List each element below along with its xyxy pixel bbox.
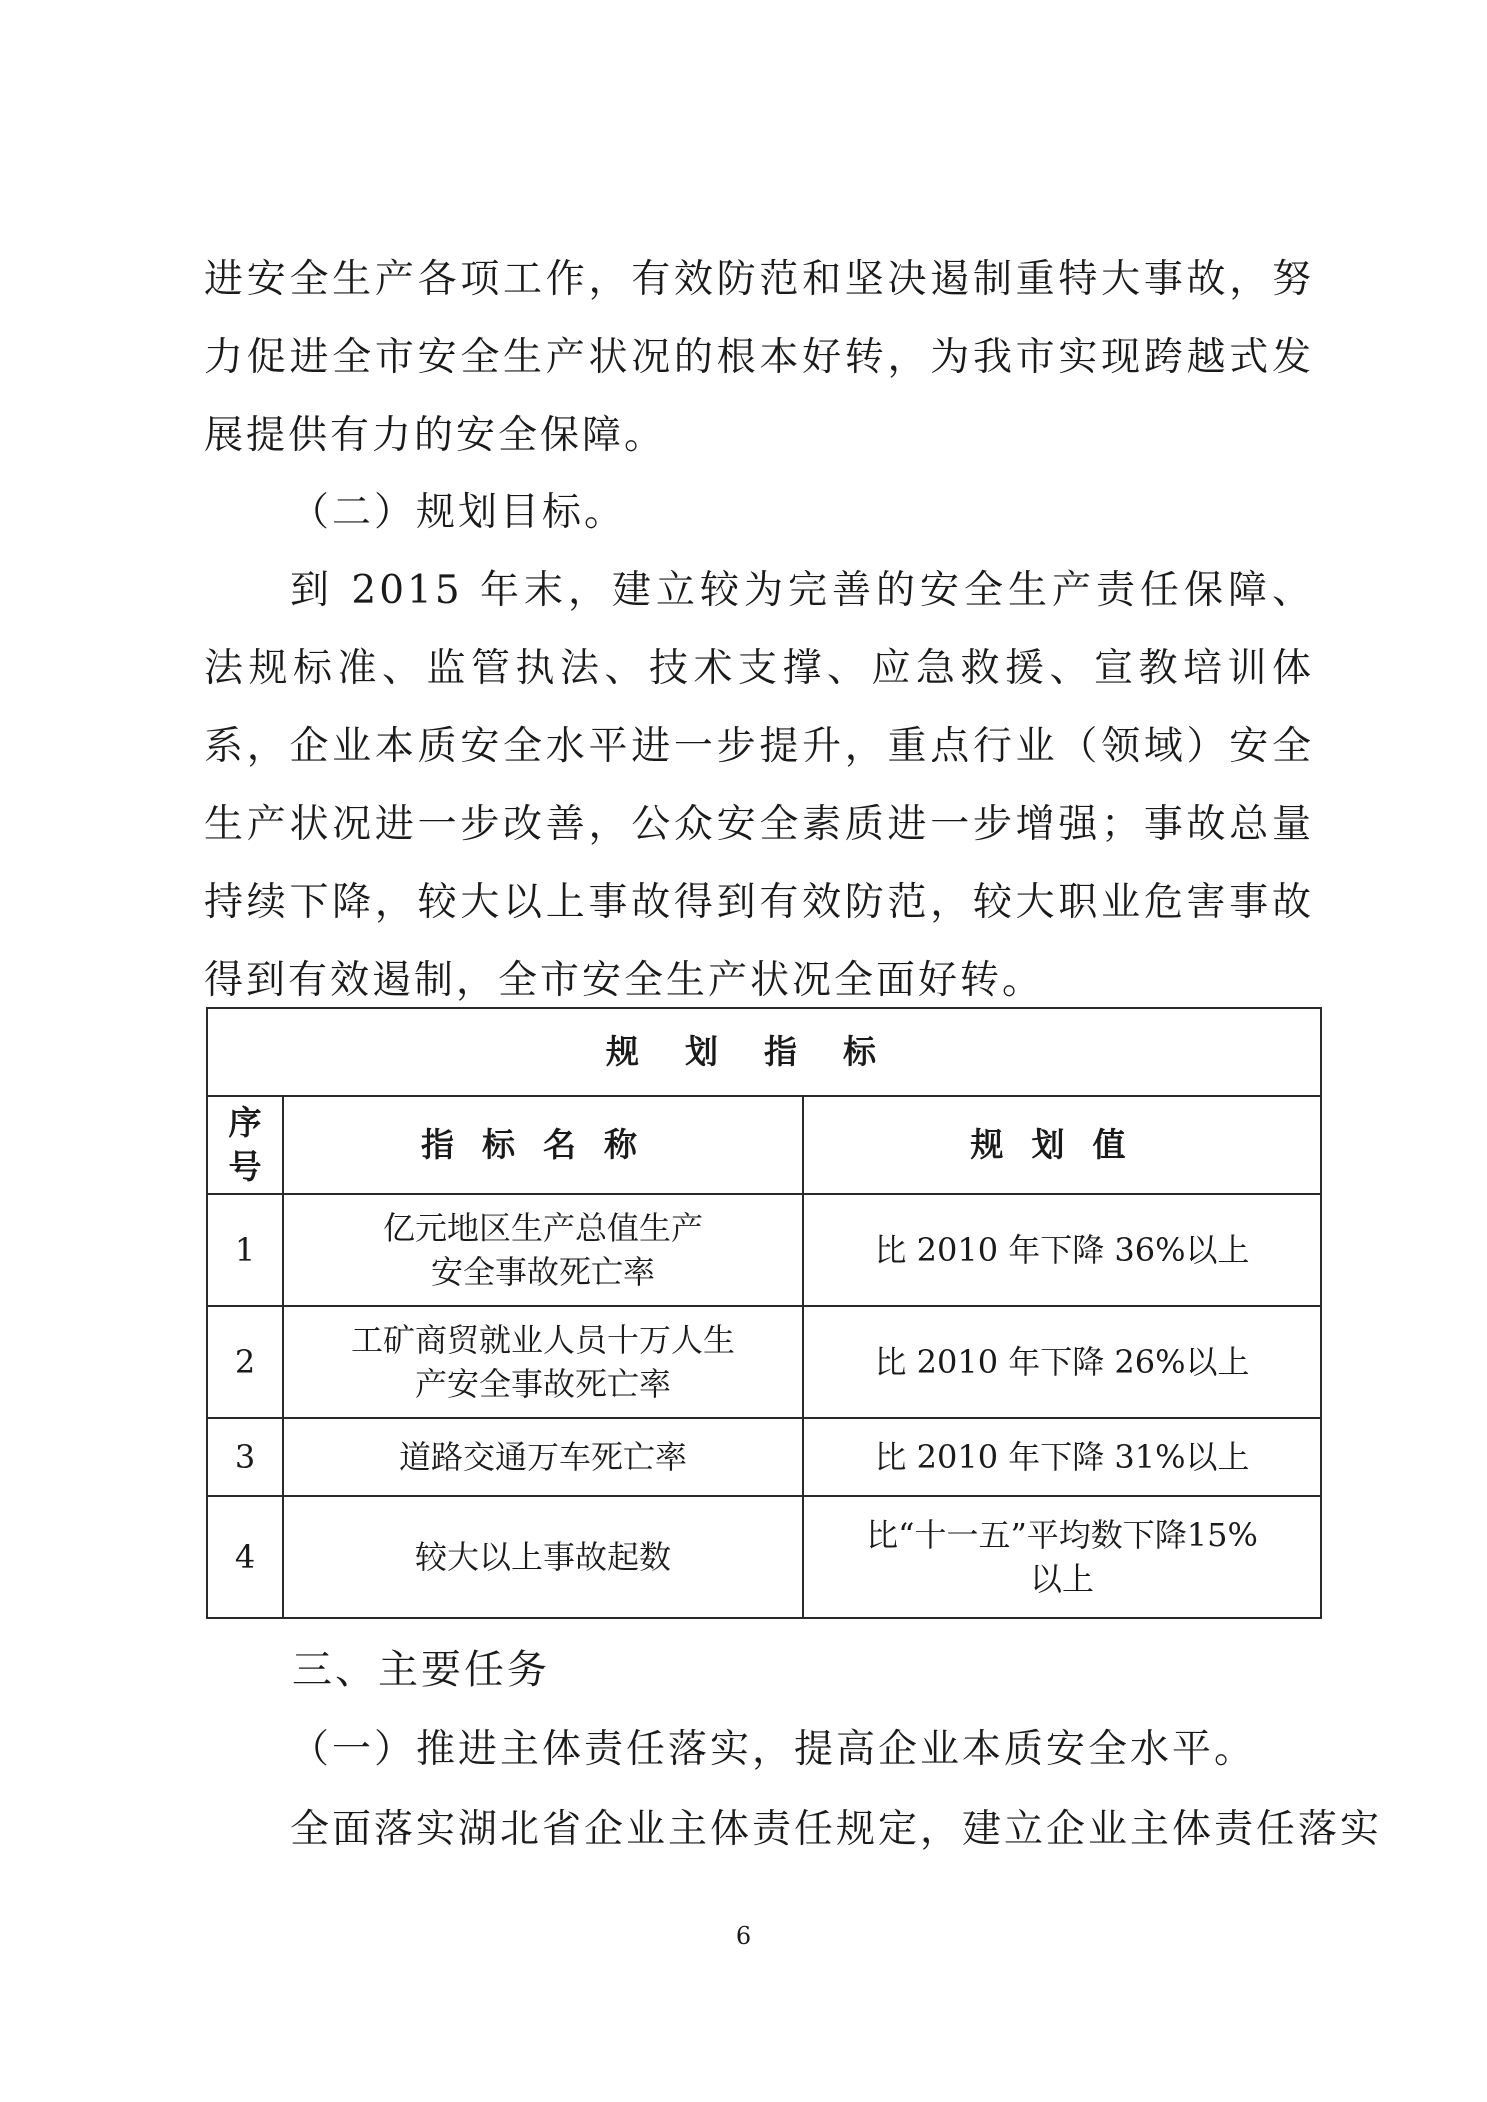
table-caption-row: [207, 1008, 1321, 1096]
cell-value: 比 2010 年下降 26%以上: [803, 1306, 1321, 1418]
paragraph-intro: 进安全生产各项工作，有效防范和坚决遏制重特大事故，努力促进全市安全生产状况的根本好转，为我市实现跨越式发展提供有力的安全保障。: [204, 257, 1314, 458]
cell-value: 比 2010 年下降 31%以上: [803, 1418, 1321, 1496]
table-row: [207, 1496, 1321, 1618]
section-subheading: （一）推进主体责任落实，提高企业本质安全水平。: [290, 1727, 1257, 1772]
table-header-row: [207, 1096, 1321, 1194]
planning-targets-table: [206, 1007, 1322, 1619]
heading-planning-goals: （二）规划目标。: [290, 490, 627, 535]
header-name: 指标名称: [283, 1096, 803, 1194]
table-row: [207, 1194, 1321, 1306]
cell-no: 1: [207, 1194, 283, 1306]
cell-no: 3: [207, 1418, 283, 1496]
cell-value: 比“十一五”平均数下降15%以上: [803, 1496, 1321, 1618]
cell-no: 2: [207, 1306, 283, 1418]
cell-name: 亿元地区生产总值生产安全事故死亡率: [283, 1194, 803, 1306]
page-number: 6: [735, 1922, 752, 1950]
section-heading: 三、主要任务: [292, 1647, 550, 1693]
table-row: [207, 1306, 1321, 1418]
paragraph-goals: 到 2015 年末，建立较为完善的安全生产责任保障、法规标准、监管执法、技术支撑、应急救援、宣教培训体系，企业本质安全水平进一步提升，重点行业（领域）安全生产状况进一步改善，公众安全素质进一步增强；事故总量持续下降，较大以上事故得到有效防范，较大职业危害事故得到有效遏制，全市安全生产状况全面好转。: [204, 568, 1314, 1003]
table-row: [207, 1418, 1321, 1496]
cell-name: 工矿商贸就业人员十万人生产安全事故死亡率: [283, 1306, 803, 1418]
section-text: 全面落实湖北省企业主体责任规定，建立企业主体责任落实: [290, 1807, 1383, 1852]
cell-name: 较大以上事故起数: [283, 1496, 803, 1618]
table-caption: 规划指标: [207, 1008, 1321, 1096]
header-no: 序号: [207, 1096, 283, 1194]
cell-value: 比 2010 年下降 36%以上: [803, 1194, 1321, 1306]
header-value: 规划值: [803, 1096, 1321, 1194]
cell-name: 道路交通万车死亡率: [283, 1418, 803, 1496]
cell-no: 4: [207, 1496, 283, 1618]
